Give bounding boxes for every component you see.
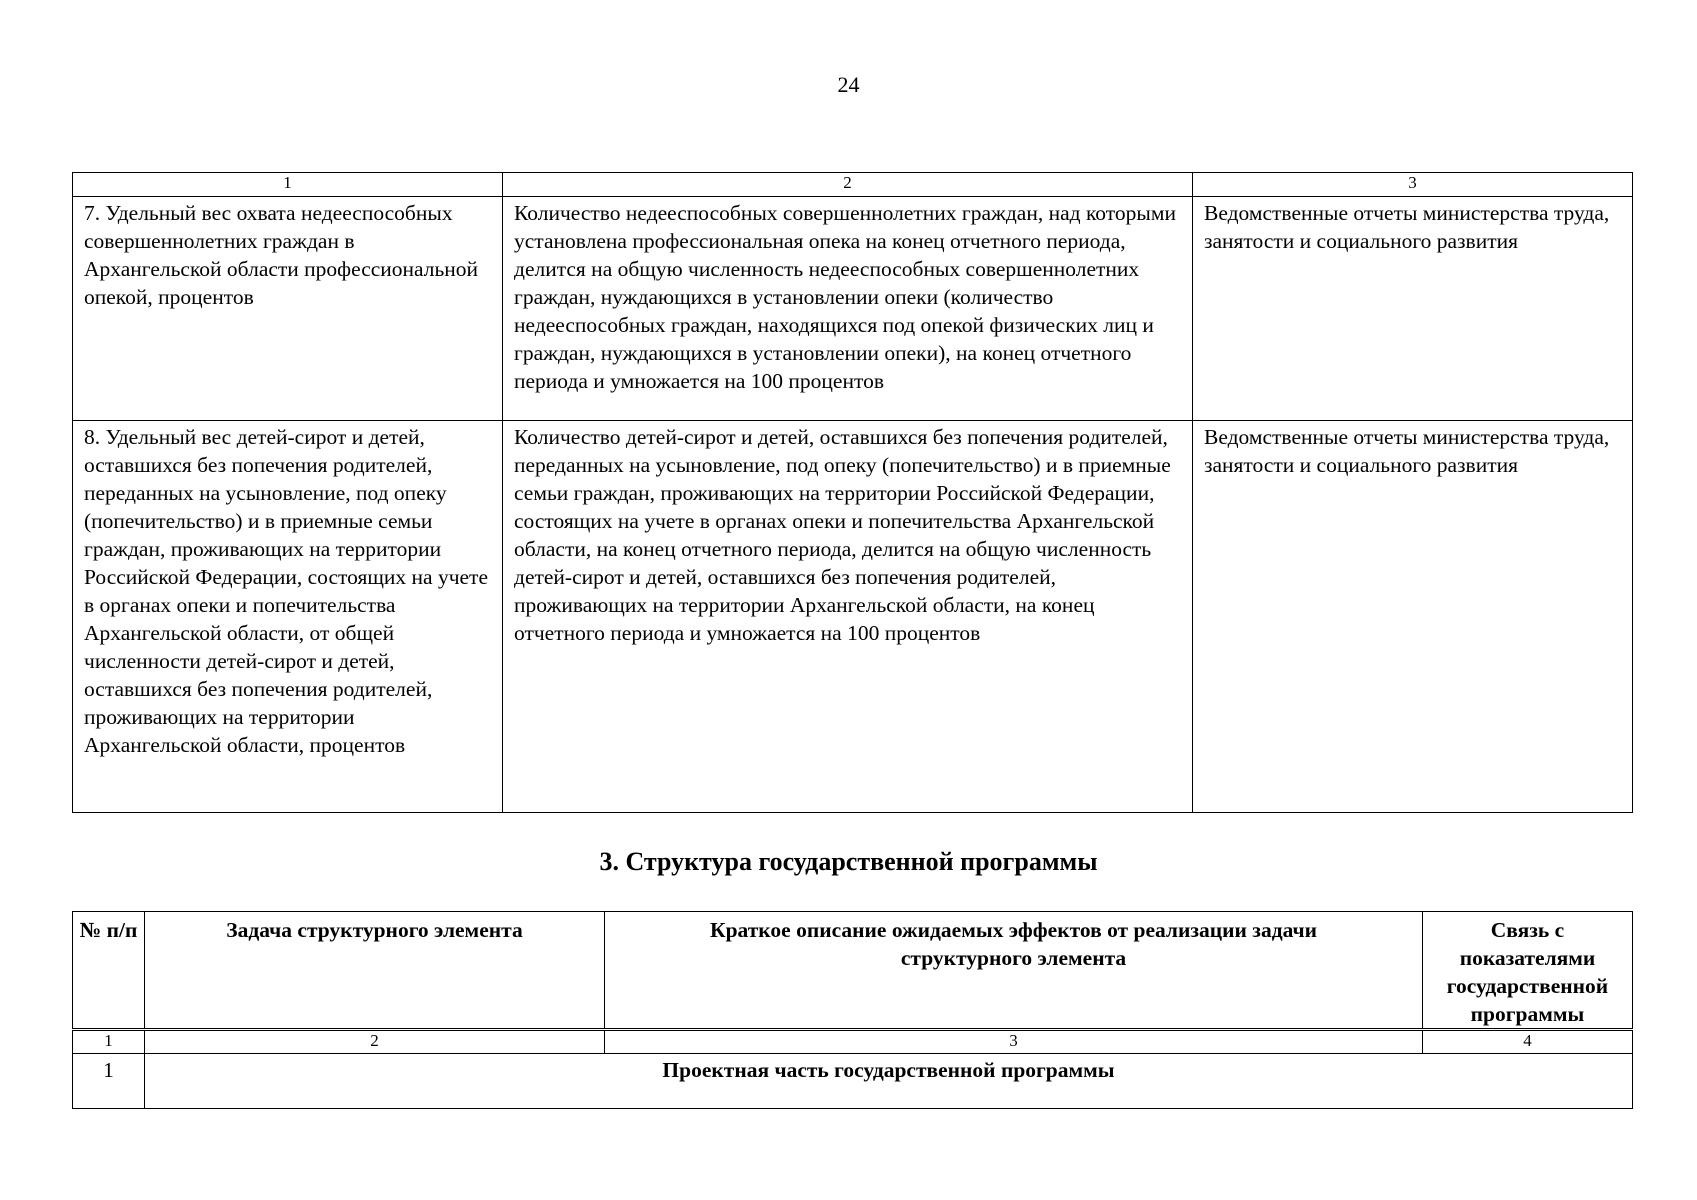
header-link: Связь с показателями государственной программы [1423, 912, 1633, 1030]
structure-table [72, 911, 1633, 1109]
header-row [73, 912, 1633, 1030]
row-title: Проектная часть государственной программы [145, 1054, 1633, 1109]
column-number: 3 [605, 1030, 1423, 1054]
column-number: 4 [1423, 1030, 1633, 1054]
indicator-source: Ведомственные отчеты министерства труда, занятости и социального развития [1193, 197, 1633, 421]
column-number: 2 [503, 173, 1193, 197]
column-number: 1 [73, 1030, 145, 1054]
header-task: Задача структурного элемента [145, 912, 605, 1030]
column-number: 1 [73, 173, 503, 197]
table-row [73, 197, 1633, 421]
header-effects: Краткое описание ожидаемых эффектов от реализации задачи структурного элемента [605, 912, 1423, 1030]
indicator-method: Количество недееспособных совершеннолетних граждан, над которыми установлена профессиональная опека на конец отчетного периода, делится на общую численность недееспособных совершеннолетних граждан, нуждающихся в установлении опеки (количество недееспособных граждан, находящихся под опекой физических лиц и граждан, нуждающихся в установлении опеки), на конец отчетного периода и умножается на 100 процентов [503, 197, 1193, 421]
indicators-table [72, 172, 1633, 813]
table-row [73, 421, 1633, 813]
column-number-row [73, 1030, 1633, 1054]
page-number: 24 [837, 72, 860, 97]
section-title: 3. Структура государственной программы [599, 847, 1098, 876]
column-number: 3 [1193, 173, 1633, 197]
header-number: № п/п [73, 912, 145, 1030]
indicator-name: 7. Удельный вес охвата недееспособных совершеннолетних граждан в Архангельской области профессиональной опекой, процентов [73, 197, 503, 421]
table-row [73, 1054, 1633, 1109]
column-number-row [73, 173, 1633, 197]
indicator-source: Ведомственные отчеты министерства труда, занятости и социального развития [1193, 421, 1633, 813]
indicator-method: Количество детей-сирот и детей, оставшихся без попечения родителей, переданных на усыновление, под опеку (попечительство) и в приемные семьи граждан, проживающих на территории Российской Федерации, состоящих на учете в органах опеки и попечительства Архангельской области, на конец отчетного периода, делится на общую численность детей-сирот и детей, оставшихся без попечения родителей, проживающих на территории Архангельской области, на конец отчетного периода и умножается на 100 процентов [503, 421, 1193, 813]
indicator-name: 8. Удельный вес детей-сирот и детей, оставшихся без попечения родителей, переданных на усыновление, под опеку (попечительство) и в приемные семьи граждан, проживающих на территории Российской Федерации, состоящих на учете в органах опеки и попечительства Архангельской области, от общей численности детей-сирот и детей, оставшихся без попечения родителей, проживающих на территории Архангельской области, процентов [73, 421, 503, 813]
column-number: 2 [145, 1030, 605, 1054]
row-number: 1 [73, 1054, 145, 1109]
